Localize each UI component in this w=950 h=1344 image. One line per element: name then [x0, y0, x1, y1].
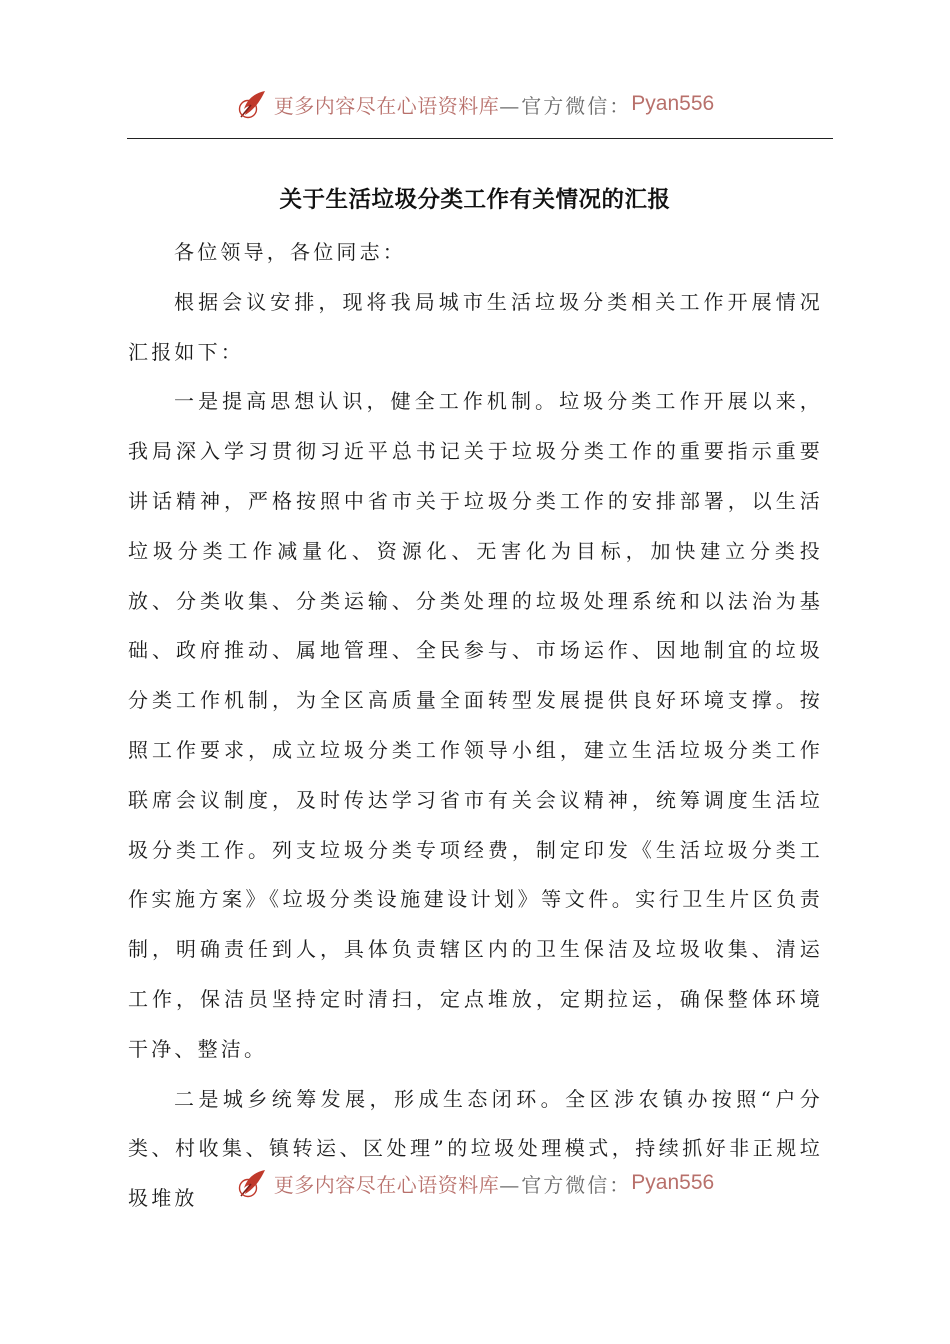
salutation: 各位领导，各位同志：: [174, 240, 406, 264]
document-title: 关于生活垃圾分类工作有关情况的汇报: [279, 187, 671, 213]
header-divider: [127, 138, 833, 139]
header-banner: [0, 84, 950, 124]
paragraph-two: 二是城乡统筹发展，形成生态闭环。全区涉农镇办按照“户分类、村收集、镇转运、区处理”的垃圾处理模式，持续抓好非正规垃圾堆放: [128, 1086, 823, 1211]
banner-wechat-id: Pyan556: [631, 1171, 715, 1194]
banner-wechat-id: Pyan556: [631, 92, 715, 115]
paragraph-intro: 根据会议安排，现将我局城市生活垃圾分类相关工作开展情况汇报如下：: [128, 289, 823, 364]
banner-brand-text: 更多内容尽在心语资料库: [273, 93, 500, 118]
banner-contact-label: —官方微信：: [499, 1172, 632, 1197]
banner-brand-text: 更多内容尽在心语资料库: [273, 1172, 500, 1197]
paragraph-one: 一是提高思想认识，健全工作机制。垃圾分类工作开展以来，我局深入学习贯彻习近平总书记关于垃圾分类工作的重要指示重要讲话精神，严格按照中省市关于垃圾分类工作的安排部署，以生活垃圾分类工作减量化、资源化、无害化为目标，加快建立分类投放、分类收集、分类运输、分类处理的垃圾处理系统和以法治为基础、政府推动、属地管理、全民参与、市场运作、因地制宜的垃圾分类工作机制，为全区高质量全面转型发展提供良好环境支撑。按照工作要求，成立垃圾分类工作领导小组，建立生活垃圾分类工作联席会议制度，及时传达学习省市有关会议精神，统筹调度生活垃圾分类工作。列支垃圾分类专项经费，制定印发《生活垃圾分类工作实施方案》《垃圾分类设施建设计划》等文件。实行卫生片区负责制，明确责任到人，具体负责辖区内的卫生保洁及垃圾收集、清运工作，保洁员坚持定时清扫，定点堆放，定期拉运，确保整体环境干净、整洁。: [128, 389, 823, 1061]
quill-pen-logo-icon: [236, 1166, 270, 1200]
footer-banner: [0, 1163, 950, 1203]
banner-contact-label: —官方微信：: [499, 93, 632, 118]
document-body: [128, 228, 823, 1224]
quill-pen-logo-icon: [236, 87, 270, 121]
